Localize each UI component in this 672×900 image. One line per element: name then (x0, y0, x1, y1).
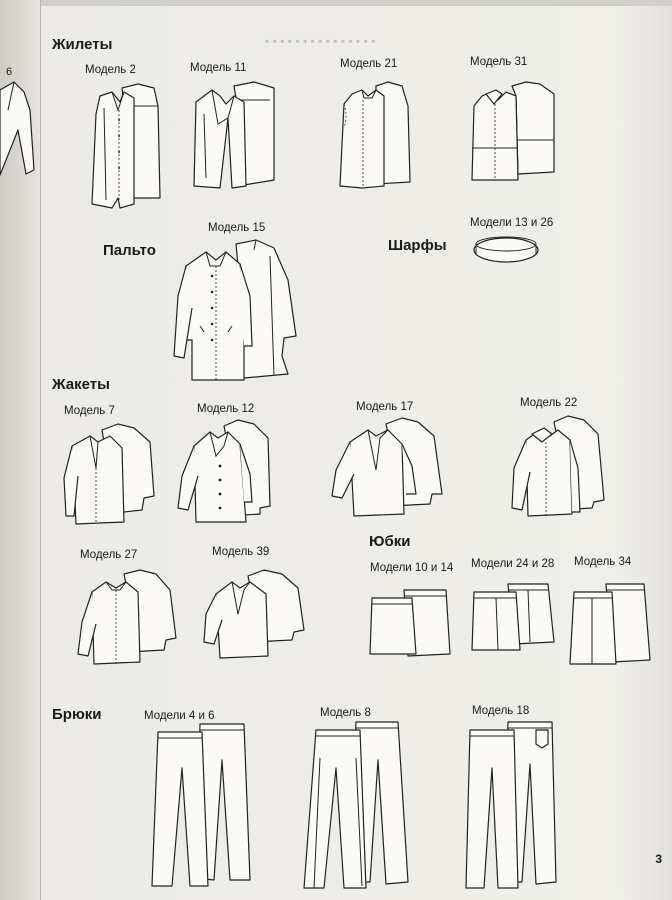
model-label-vest-31: Модель 31 (470, 56, 528, 68)
section-title-scarves: Шарфы (388, 237, 447, 254)
skirt-34-drawing (566, 578, 656, 670)
model-label-jacket-39: Модель 39 (212, 546, 270, 558)
vest-21-drawing (336, 76, 416, 196)
trousers-8-drawing (302, 718, 414, 890)
trousers-18-drawing (464, 718, 568, 890)
bleed-through-text: ▪ ▪ ▪ ▪ ▪ ▪ ▪ ▪ ▪ ▪ ▪ ▪ ▪ ▪ ▪ (265, 34, 376, 48)
coat-15-drawing (170, 236, 300, 384)
skirt-10-14-drawing (366, 586, 456, 662)
model-label-jacket-27: Модель 27 (80, 549, 138, 561)
jacket-22-drawing (508, 412, 614, 522)
skirt-24-28-drawing (468, 580, 558, 656)
jacket-12-drawing (176, 416, 276, 526)
model-label-skirt-24-28: Модели 24 и 28 (471, 558, 555, 570)
jacket-7-drawing (62, 420, 162, 526)
model-label-jacket-17: Модель 17 (356, 401, 414, 413)
model-label-vest-11: Модель 11 (190, 62, 247, 74)
model-label-vest-2: Модель 2 (85, 64, 136, 76)
section-title-vests: Жилеты (52, 36, 113, 53)
left-page-number: 6 (6, 66, 13, 78)
vest-2-drawing (86, 80, 166, 212)
model-label-vest-21: Модель 21 (340, 58, 398, 70)
model-label-coat-15: Модель 15 (208, 222, 266, 234)
model-label-jacket-12: Модель 12 (197, 403, 255, 415)
section-title-skirts: Юбки (369, 533, 411, 550)
top-edge (40, 0, 672, 6)
section-title-jackets: Жакеты (52, 376, 110, 393)
model-label-skirt-34: Модель 34 (574, 556, 632, 568)
jacket-27-drawing (76, 566, 182, 666)
model-label-skirt-10-14: Модели 10 и 14 (370, 562, 454, 574)
jacket-17-drawing (330, 414, 450, 520)
scarf-13-26-drawing (470, 232, 542, 268)
model-label-trousers-8: Модель 8 (320, 707, 371, 719)
model-label-jacket-22: Модель 22 (520, 397, 578, 409)
vest-31-drawing (468, 76, 564, 188)
left-page-garment-fragment (0, 70, 40, 180)
model-label-scarf-13-26: Модели 13 и 26 (470, 217, 554, 229)
section-title-coats: Пальто (103, 242, 156, 259)
page-number: 3 (655, 852, 662, 866)
trousers-4-6-drawing (150, 720, 260, 888)
section-title-trousers: Брюки (52, 706, 102, 723)
vest-11-drawing (190, 78, 280, 193)
model-label-jacket-7: Модель 7 (64, 405, 115, 417)
model-label-trousers-18: Модель 18 (472, 705, 530, 717)
model-label-trousers-4-6: Модели 4 и 6 (144, 710, 215, 722)
jacket-39-drawing (200, 564, 310, 664)
